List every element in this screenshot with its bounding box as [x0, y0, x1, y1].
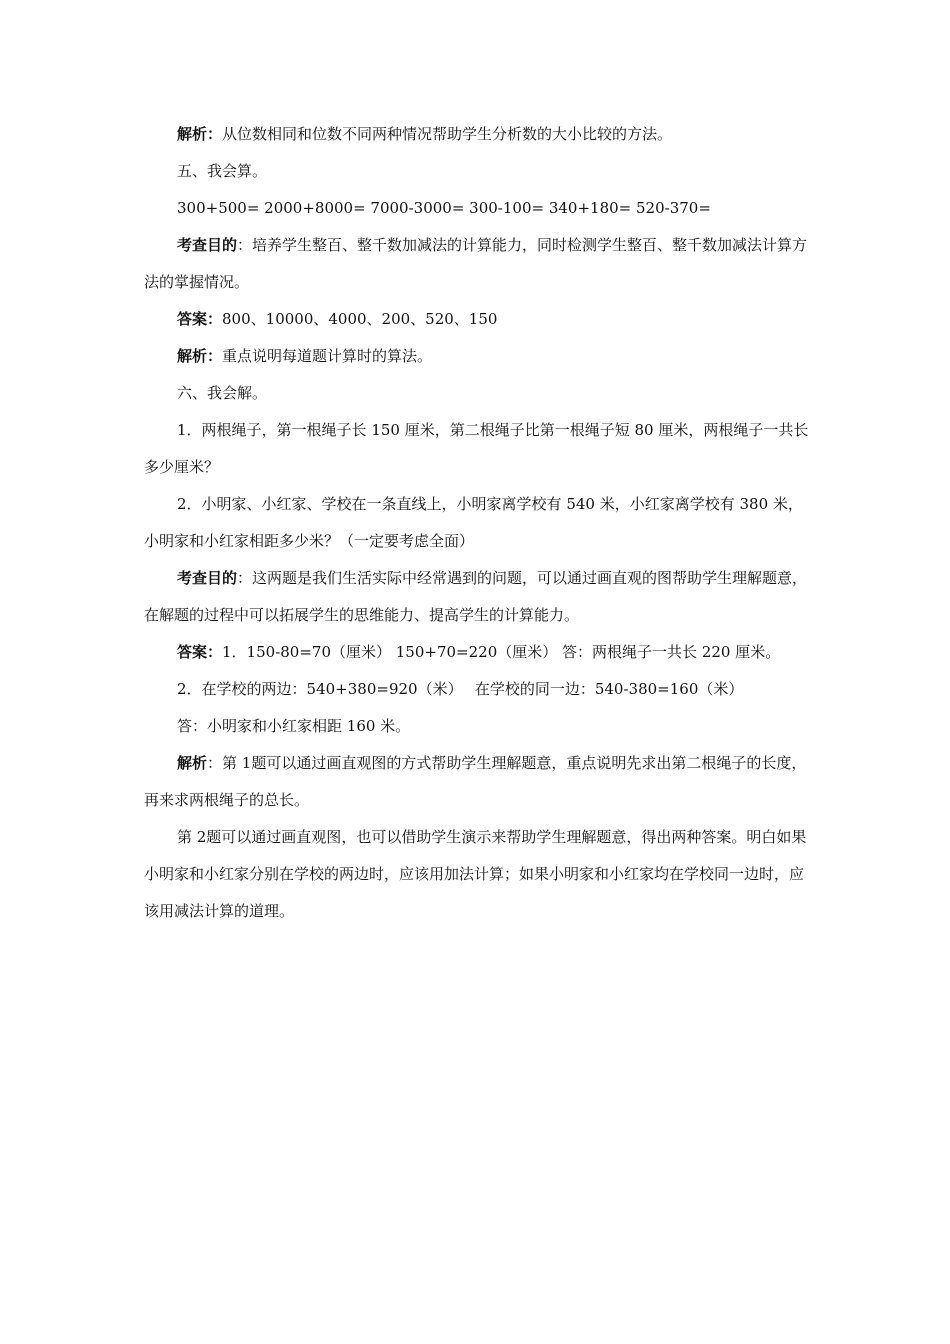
analysis-text: 重点说明每道题计算时的算法。 — [222, 347, 433, 365]
goal-label: 考查目的 — [177, 236, 238, 254]
answer-paragraph-6 — [144, 634, 810, 671]
answer-text: 800、10000、4000、200、520、150 — [222, 310, 498, 328]
goal-text: ：这两题是我们生活实际中经常遇到的问题，可以通过画直观的图帮助学生理解题意，在解题的过程中可以拓展学生的思维能力、提高学生的计算能力。 — [144, 569, 808, 624]
section-heading-5: 五、我会算。 — [177, 162, 268, 180]
document-page — [144, 116, 810, 930]
question-2: 2．小明家、小红家、学校在一条直线上，小明家离学校有 540 米，小红家离学校有 380 米，小明家和小红家相距多少米？（一定要考虑全面） — [144, 495, 803, 550]
question-1: 1．两根绳子，第一根绳子长 150 厘米，第二根绳子比第一根绳子短 80 厘米，两根绳子一共长多少厘米？ — [144, 421, 809, 476]
answer-label: 答案： — [177, 643, 223, 661]
answer-paragraph-5 — [144, 301, 810, 338]
goal-text: ：培养学生整百、整千数加减法的计算能力，同时检测学生整百、整千数加减法计算方法的掌握情况。 — [144, 236, 808, 291]
answer-text: 1．150-80=70（厘米） 150+70=220（厘米） 答：两根绳子一共长 220 厘米。 — [222, 643, 781, 661]
answer-line-3: 答：小明家和小红家相距 160 米。 — [177, 717, 411, 735]
answer-line-2: 2．在学校的两边：540+380=920（米） 在学校的同一边：540-380=160（米） — [177, 680, 744, 698]
analysis-label: 解析： — [177, 347, 223, 365]
analysis-paragraph-5 — [144, 338, 810, 375]
section-heading-6: 六、我会解。 — [177, 384, 268, 402]
analysis-paragraph-1 — [144, 116, 810, 153]
analysis-paragraph-6-2: 第 2题可以通过画直观图，也可以借助学生演示来帮助学生理解题意，得出两种答案。明白如果小明家和小红家分别在学校的两边时，应该用加法计算；如果小明家和小红家均在学校同一边时，应该用减法计算的道理。 — [144, 828, 807, 920]
analysis-label: 解析 — [177, 754, 208, 772]
analysis-label: 解析： — [177, 125, 223, 143]
analysis-text: 从位数相同和位数不同两种情况帮助学生分析数的大小比较的方法。 — [222, 125, 673, 143]
goal-paragraph-5 — [144, 227, 810, 301]
analysis-paragraph-6 — [144, 745, 810, 819]
goal-paragraph-6 — [144, 560, 810, 634]
analysis-text: ：第 1题可以通过画直观图的方式帮助学生理解题意，重点说明先求出第二根绳子的长度，再来求两根绳子的总长。 — [144, 754, 807, 809]
calculation-line: 300+500= 2000+8000= 7000-3000= 300-100= 340+180= 520-370= — [177, 199, 711, 217]
answer-label: 答案： — [177, 310, 223, 328]
goal-label: 考查目的 — [177, 569, 238, 587]
